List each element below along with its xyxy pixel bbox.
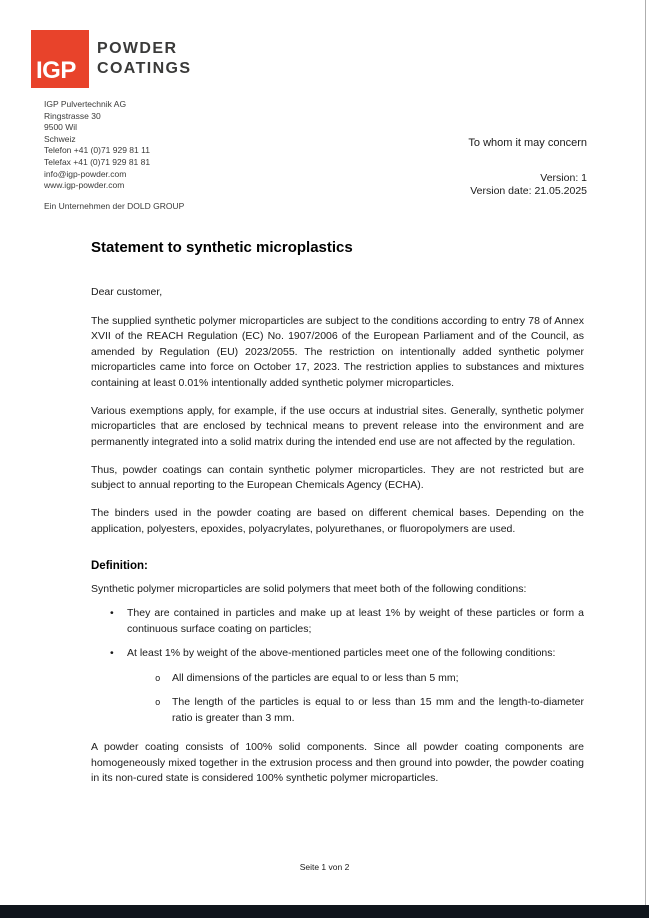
sender-fax: Telefax +41 (0)71 929 81 81 bbox=[44, 156, 151, 167]
sender-country: Schweiz bbox=[44, 133, 76, 144]
viewer-bottom-bar bbox=[0, 905, 649, 918]
paragraph-exemptions: Various exemptions apply, for example, if the use occurs at industrial sites. Generally, synthetic polymer microparticles that are enclosed by technical means to prevent release into the environment and are permanently integrated into a solid matrix during the intended end use are not affected by the regulation. bbox=[91, 404, 584, 448]
page-title: Statement to synthetic microplastics bbox=[91, 239, 353, 256]
sender-city: 9500 Wil bbox=[44, 122, 78, 133]
definition-heading: Definition: bbox=[91, 560, 148, 572]
paragraph-closing: A powder coating consists of 100% solid components. Since all powder coating components are homogeneously mixed together in the extrusion process and then ground into powder, the powder coating in its non-cured state is considered 100% synthetic polymer microparticles. bbox=[91, 741, 584, 784]
igp-logo bbox=[31, 30, 89, 88]
recipient-line: To whom it may concern bbox=[468, 137, 587, 149]
brand-wordmark bbox=[97, 39, 191, 79]
sender-phone: Telefon +41 (0)71 929 81 11 bbox=[44, 145, 150, 156]
sender-street: Ringstrasse 30 bbox=[44, 110, 101, 121]
version-date-line: Version date: 21.05.2025 bbox=[470, 184, 587, 197]
list-item bbox=[91, 646, 584, 726]
paragraph-reporting: Thus, powder coatings can contain synthetic polymer microparticles. They are not restricted but are subject to annual reporting to the European Chemicals Agency (ECHA). bbox=[91, 463, 584, 491]
wordmark-line-1: POWDER bbox=[97, 40, 178, 57]
bullet-text: At least 1% by weight of the above-mentioned particles meet one of the following conditions: bbox=[127, 647, 556, 659]
wordmark-line-2: COATINGS bbox=[97, 60, 192, 77]
bullet-text: The length of the particles is equal to or less than 15 mm and the length-to-diameter ratio is greater than 3 mm. bbox=[172, 696, 584, 724]
igp-logo-mark: IGP bbox=[36, 57, 76, 84]
sender-website: www.igp-powder.com bbox=[44, 180, 125, 191]
definition-intro: Synthetic polymer microparticles are solid polymers that meet both of the following conditions: bbox=[91, 582, 527, 595]
bullet-text: They are contained in particles and make up at least 1% by weight of these particles or form a continuous surface coating on particles; bbox=[127, 607, 584, 635]
letter-body bbox=[91, 238, 584, 797]
sender-email: info@igp-powder.com bbox=[44, 168, 127, 179]
paragraph-binders: The binders used in the powder coating are based on different chemical bases. Depending on the application, polyesters, epoxides, polyacrylates, polyurethanes, or fluoropolymers are used. bbox=[91, 507, 584, 535]
list-item bbox=[127, 695, 584, 726]
paragraph-reach-regulation: The supplied synthetic polymer microparticles are subject to the conditions according to entry 78 of Annex XVII of the REACH Regulation (EC) No. 1907/2006 of the European Parliament and of the Council, as amended by Regulation (EU) 2023/2055. The restriction on intentionally added synthetic polymer microparticles came into force on October 17, 2023. The restriction applies to substances and mixtures containing at least 0.01% intentionally added synthetic polymer microparticles. bbox=[91, 314, 584, 389]
definition-sub-bullet-list bbox=[127, 671, 584, 727]
version-line: Version: 1 bbox=[540, 172, 587, 184]
company-group-line: Ein Unternehmen der DOLD GROUP bbox=[44, 201, 185, 211]
list-item bbox=[91, 606, 584, 637]
page-number: Seite 1 von 2 bbox=[299, 862, 350, 872]
salutation: Dear customer, bbox=[91, 286, 163, 298]
page-edge-divider bbox=[645, 0, 646, 905]
sender-address-block bbox=[44, 99, 150, 192]
list-item bbox=[127, 671, 584, 687]
bullet-text: All dimensions of the particles are equal to or less than 5 mm; bbox=[172, 671, 459, 684]
sender-company: IGP Pulvertechnik AG bbox=[44, 99, 127, 109]
definition-bullet-list bbox=[91, 606, 584, 726]
document-meta bbox=[468, 137, 587, 197]
